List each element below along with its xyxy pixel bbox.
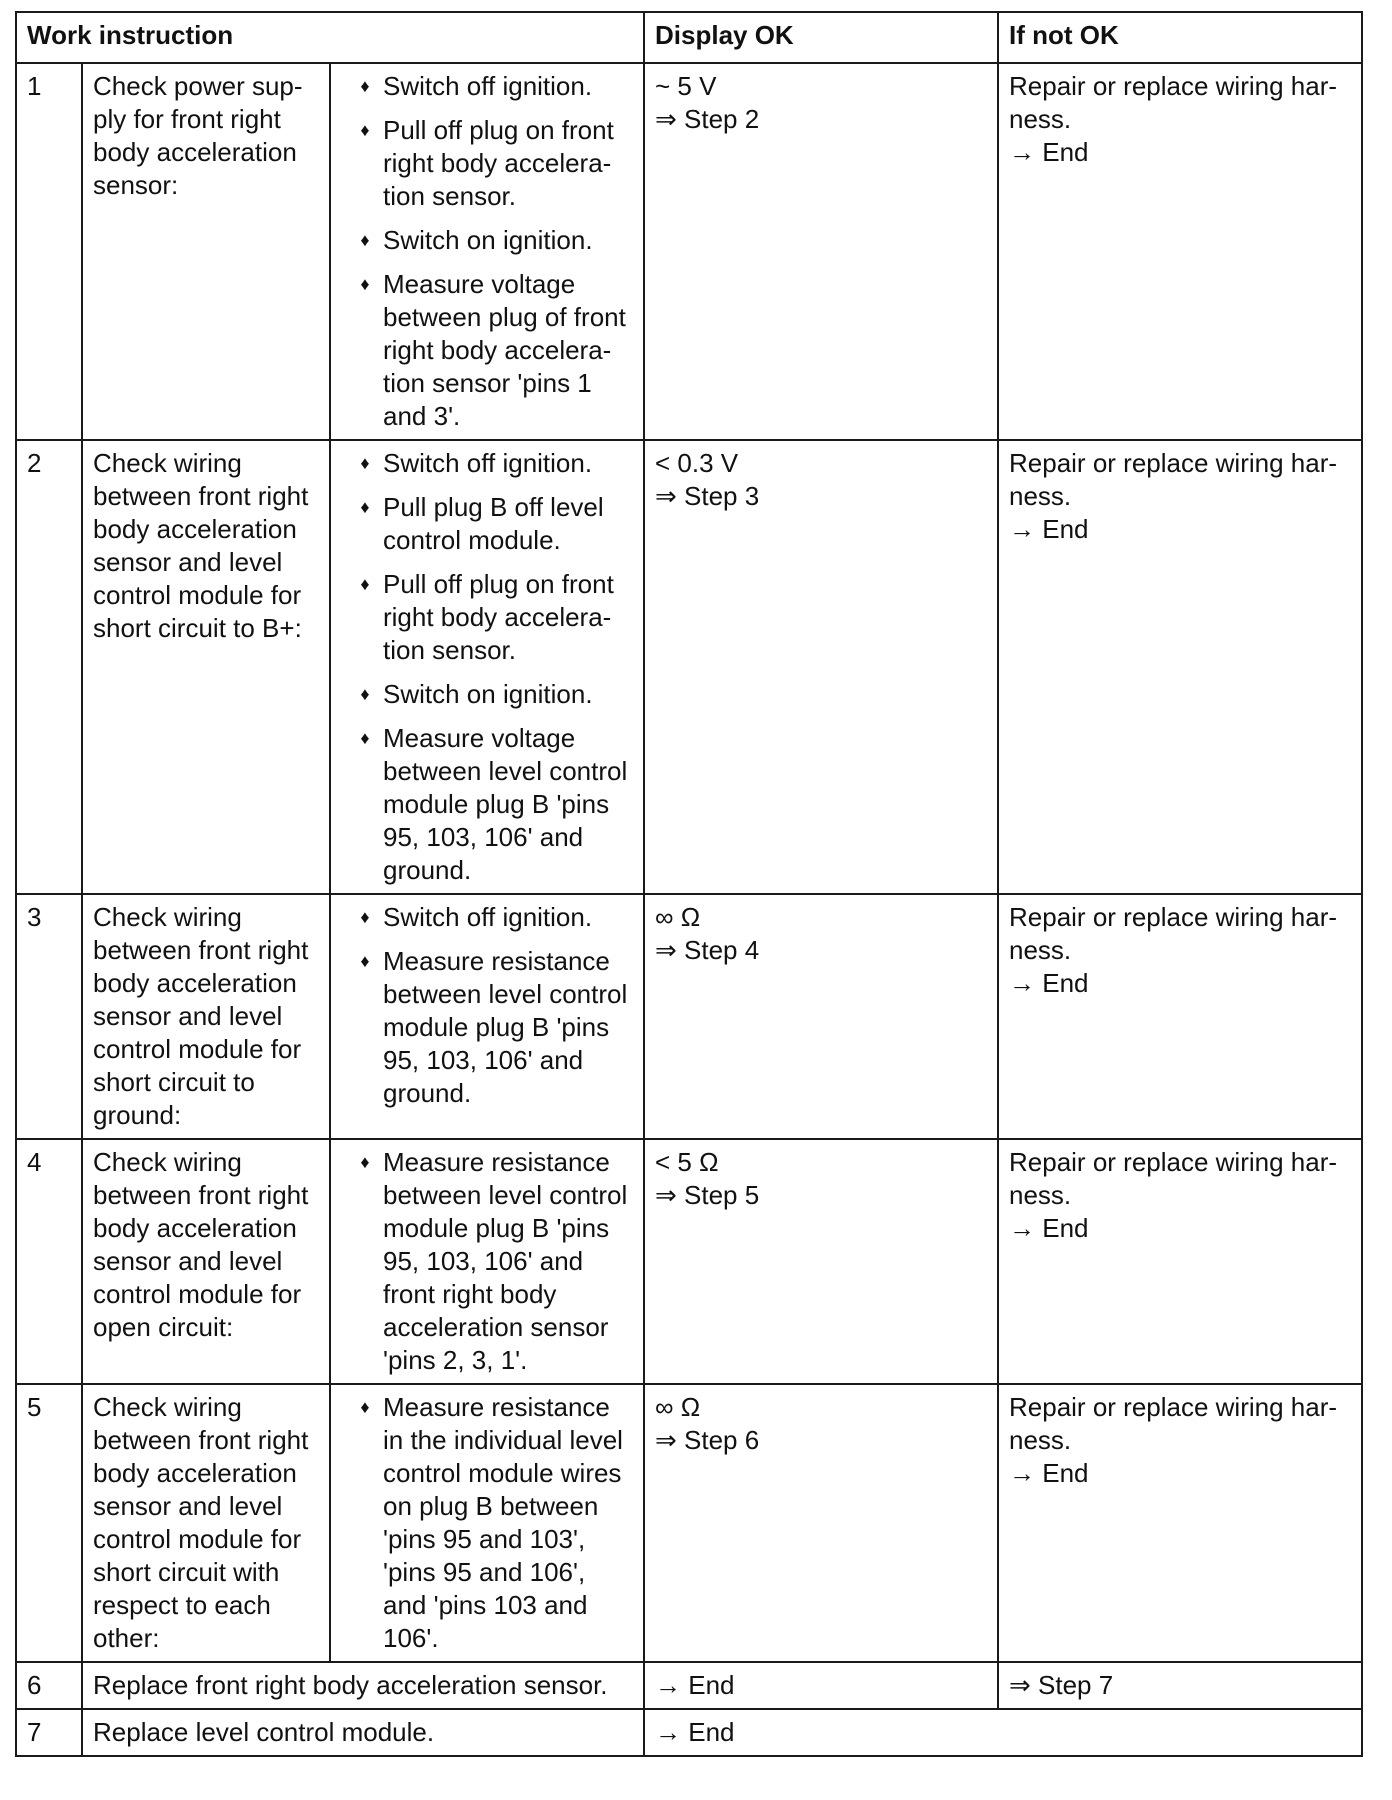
- header-work-instruction: Work instruction: [16, 12, 644, 63]
- if-not-ok-line: → End: [1009, 1213, 1089, 1243]
- step-number: 7: [16, 1709, 82, 1756]
- step-instruction: Check wiring between front right body acceleration sensor and level control module for short circuit to ground:: [82, 894, 330, 1139]
- if-not-ok-cell: [998, 63, 1362, 440]
- action-item: [341, 722, 633, 887]
- action-text: Pull off plug on front right body accelera-tion sensor.: [383, 569, 614, 665]
- display-ok-line: → End: [655, 1717, 735, 1747]
- display-ok-line: ∞ Ω: [655, 1392, 701, 1422]
- diamond-bullet-icon: ♦: [360, 951, 370, 971]
- action-text: Switch on ignition.: [383, 679, 593, 709]
- action-item: [341, 224, 633, 257]
- if-not-ok-cell: [998, 440, 1362, 894]
- step-number: 1: [16, 63, 82, 440]
- header-display-ok: Display OK: [644, 12, 998, 63]
- action-item: [341, 678, 633, 711]
- diamond-bullet-icon: ♦: [360, 120, 370, 140]
- step-instruction: Check power sup-ply for front right body acceleration sensor:: [82, 63, 330, 440]
- if-not-ok-line: Repair or replace wiring har-ness.: [1009, 71, 1338, 134]
- step-number: 5: [16, 1384, 82, 1662]
- display-ok-cell: [644, 1139, 998, 1384]
- table-row: [16, 1709, 1362, 1756]
- table-row: [16, 1139, 1362, 1384]
- action-item: [341, 70, 633, 103]
- table-row: [16, 63, 1362, 440]
- step-instruction: Replace front right body acceleration sensor.: [82, 1662, 644, 1709]
- action-item: [341, 901, 633, 934]
- action-text: Switch off ignition.: [383, 71, 593, 101]
- action-text: Measure voltage between plug of front right body accelera-tion sensor 'pins 1 and 3'.: [383, 269, 626, 431]
- step-actions: [330, 440, 644, 894]
- diamond-bullet-icon: ♦: [360, 1397, 370, 1417]
- table-row: [16, 894, 1362, 1139]
- action-item: [341, 114, 633, 213]
- step-number: 2: [16, 440, 82, 894]
- display-ok-cell: [644, 440, 998, 894]
- step-actions: [330, 1139, 644, 1384]
- action-text: Switch on ignition.: [383, 225, 593, 255]
- display-ok-cell: [644, 1662, 998, 1709]
- step-instruction: Replace level control module.: [82, 1709, 644, 1756]
- header-if-not-ok: If not OK: [998, 12, 1362, 63]
- display-ok-line: ⇒ Step 5: [655, 1180, 760, 1210]
- if-not-ok-line: Repair or replace wiring har-ness.: [1009, 1392, 1338, 1455]
- action-text: Switch off ignition.: [383, 902, 593, 932]
- if-not-ok-cell: [998, 894, 1362, 1139]
- action-text: Measure resistance between level control module plug B 'pins 95, 103, 106' and front right body acceleration sensor 'pins 2, 3, 1'.: [383, 1147, 628, 1375]
- display-ok-cell: [644, 63, 998, 440]
- diamond-bullet-icon: ♦: [360, 274, 370, 294]
- action-item: [341, 447, 633, 480]
- diamond-bullet-icon: ♦: [360, 453, 370, 473]
- table-row: [16, 440, 1362, 894]
- display-ok-line: < 0.3 V: [655, 448, 739, 478]
- action-item: [341, 491, 633, 557]
- if-not-ok-line: Repair or replace wiring har-ness.: [1009, 1147, 1338, 1210]
- action-text: Measure resistance in the individual level control module wires on plug B between 'pins 95 and 103', 'pins 95 and 106', and 'pins 103 and 106'.: [383, 1392, 623, 1653]
- action-text: Measure resistance between level control module plug B 'pins 95, 103, 106' and ground.: [383, 946, 628, 1108]
- diamond-bullet-icon: ♦: [360, 684, 370, 704]
- table-body: [16, 63, 1362, 1756]
- diamond-bullet-icon: ♦: [360, 230, 370, 250]
- display-ok-line: ⇒ Step 3: [655, 481, 760, 511]
- display-ok-line: → End: [655, 1670, 735, 1700]
- action-item: [341, 945, 633, 1110]
- if-not-ok-line: ⇒ Step 7: [1009, 1670, 1114, 1700]
- display-ok-line: ⇒ Step 2: [655, 104, 760, 134]
- if-not-ok-cell: [998, 1139, 1362, 1384]
- step-instruction: Check wiring between front right body acceleration sensor and level control module for short circuit with respect to each other:: [82, 1384, 330, 1662]
- action-list: [341, 1146, 633, 1377]
- diamond-bullet-icon: ♦: [360, 728, 370, 748]
- if-not-ok-line: Repair or replace wiring har-ness.: [1009, 448, 1338, 511]
- step-instruction: Check wiring between front right body acceleration sensor and level control module for open circuit:: [82, 1139, 330, 1384]
- action-list: [341, 70, 633, 433]
- action-text: Pull plug B off level control module.: [383, 492, 604, 555]
- display-ok-line: < 5 Ω: [655, 1147, 719, 1177]
- work-instruction-table: [15, 11, 1363, 1757]
- if-not-ok-cell: [998, 1662, 1362, 1709]
- step-instruction: Check wiring between front right body acceleration sensor and level control module for short circuit to B+:: [82, 440, 330, 894]
- action-text: Switch off ignition.: [383, 448, 593, 478]
- step-number: 3: [16, 894, 82, 1139]
- if-not-ok-line: → End: [1009, 137, 1089, 167]
- display-ok-cell: [644, 1709, 1362, 1756]
- if-not-ok-line: → End: [1009, 968, 1089, 998]
- diamond-bullet-icon: ♦: [360, 574, 370, 594]
- action-list: [341, 901, 633, 1110]
- display-ok-line: ~ 5 V: [655, 71, 717, 101]
- action-item: [341, 1391, 633, 1655]
- work-instruction-table-wrapper: [15, 11, 1361, 1757]
- diamond-bullet-icon: ♦: [360, 1152, 370, 1172]
- diamond-bullet-icon: ♦: [360, 907, 370, 927]
- display-ok-cell: [644, 894, 998, 1139]
- action-list: [341, 1391, 633, 1655]
- display-ok-cell: [644, 1384, 998, 1662]
- display-ok-line: ∞ Ω: [655, 902, 701, 932]
- header-row: [16, 12, 1362, 63]
- display-ok-line: ⇒ Step 6: [655, 1425, 760, 1455]
- action-item: [341, 268, 633, 433]
- table-row: [16, 1384, 1362, 1662]
- action-item: [341, 1146, 633, 1377]
- diamond-bullet-icon: ♦: [360, 76, 370, 96]
- display-ok-line: ⇒ Step 4: [655, 935, 760, 965]
- step-actions: [330, 63, 644, 440]
- step-actions: [330, 1384, 644, 1662]
- step-actions: [330, 894, 644, 1139]
- action-text: Measure voltage between level control module plug B 'pins 95, 103, 106' and ground.: [383, 723, 628, 885]
- step-number: 4: [16, 1139, 82, 1384]
- table-row: [16, 1662, 1362, 1709]
- if-not-ok-line: → End: [1009, 1458, 1089, 1488]
- if-not-ok-cell: [998, 1384, 1362, 1662]
- action-text: Pull off plug on front right body accelera-tion sensor.: [383, 115, 614, 211]
- if-not-ok-line: Repair or replace wiring har-ness.: [1009, 902, 1338, 965]
- step-number: 6: [16, 1662, 82, 1709]
- action-list: [341, 447, 633, 887]
- diamond-bullet-icon: ♦: [360, 497, 370, 517]
- action-item: [341, 568, 633, 667]
- if-not-ok-line: → End: [1009, 514, 1089, 544]
